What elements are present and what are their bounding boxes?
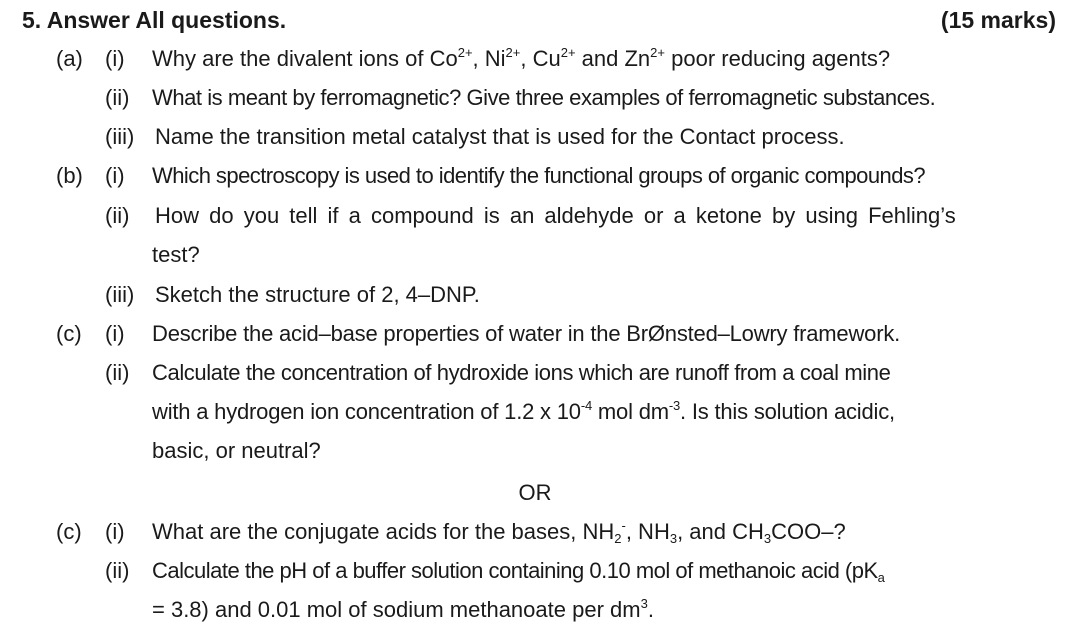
marks-label: (15 marks) xyxy=(940,7,1056,33)
part-label-a: (a) xyxy=(56,46,83,71)
question-text: What is meant by ferromagnetic? Give three examples of ferromagnetic substances. xyxy=(152,85,936,110)
subpart-label: (ii) xyxy=(105,203,130,228)
question-text: Calculate the pH of a buffer solution containing 0.10 mol of methanoic acid ($pK_a$ xyxy=(152,558,885,585)
question-text: test? xyxy=(152,242,200,267)
question-text: Why are the divalent ions of $Co^{2+}$, $Ni^{2+}$, $Cu^{2+}$ and $Zn^{2+}$ poor reducing agents? xyxy=(152,45,891,71)
subpart-label: (i) xyxy=(105,519,125,544)
part-label-c-alt: (c) xyxy=(56,519,82,544)
question-text: What are the conjugate acids for the bases, $NH_2^-$, $NH_3$, and $CH_3COO-$? xyxy=(152,518,846,546)
subpart-label: (i) xyxy=(105,46,125,71)
subpart-label: (iii) xyxy=(105,124,135,149)
question-text: Calculate the concentration of hydroxide ions which are runoff from a coal mine xyxy=(152,360,891,385)
part-label-c: (c) xyxy=(56,321,82,346)
part-label-b: (b) xyxy=(56,163,83,188)
subpart-label: (iii) xyxy=(105,282,135,307)
subpart-label: (ii) xyxy=(105,558,130,583)
subpart-label: (i) xyxy=(105,321,125,346)
question-text: Name the transition metal catalyst that is used for the Contact process. xyxy=(155,124,845,149)
subpart-label: (i) xyxy=(105,163,125,188)
question-text: How do you tell if a compound is an aldehyde or a ketone by using Fehling’s xyxy=(155,203,956,228)
question-text: = 3.8) and 0.01 mol of sodium methanoate per $dm^3$. xyxy=(152,596,654,622)
or-separator: OR xyxy=(518,480,552,505)
question-text: with a hydrogen ion concentration of 1.2 x $10^{-4}$ mol $dm^{-3}$. Is this solution acidic, xyxy=(152,398,895,424)
question-text: Describe the acid–base properties of water in the BrØnsted–Lowry framework. xyxy=(152,321,901,346)
question-text: Which spectroscopy is used to identify the functional groups of organic compounds? xyxy=(152,163,926,188)
subpart-label: (ii) xyxy=(105,85,130,110)
subpart-label: (ii) xyxy=(105,360,130,385)
question-text: Sketch the structure of 2, 4–DNP. xyxy=(155,282,480,307)
question-text: basic, or neutral? xyxy=(152,438,321,463)
question-heading: 5. Answer All questions. xyxy=(22,7,287,33)
